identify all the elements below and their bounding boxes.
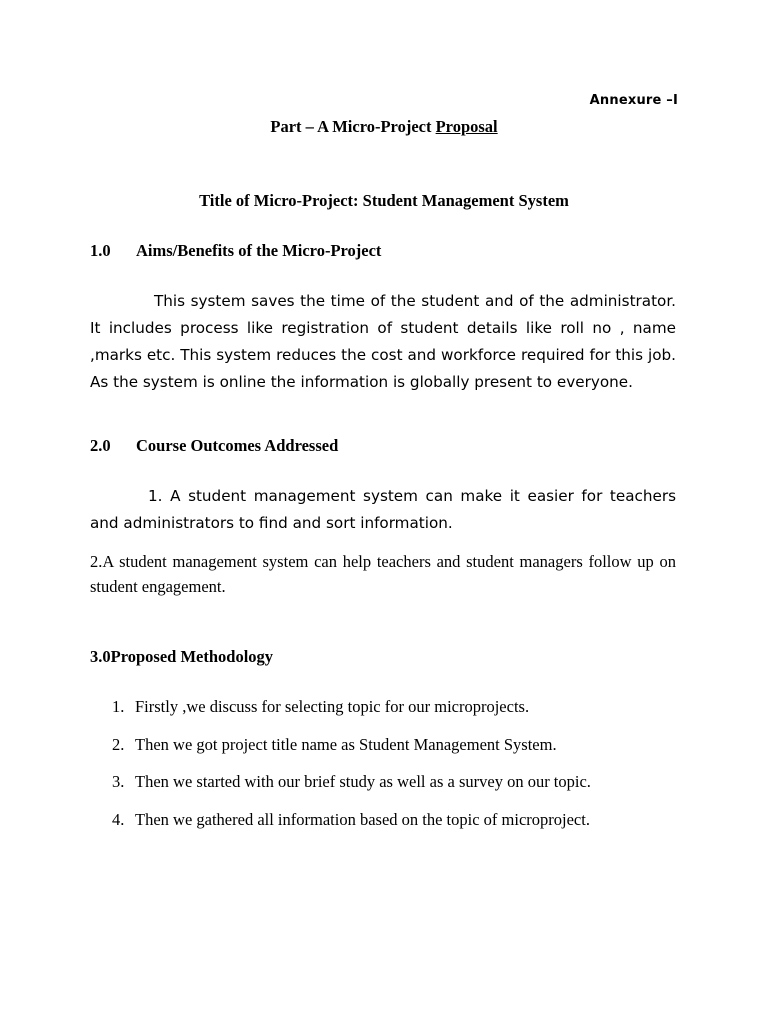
methodology-step bbox=[112, 810, 591, 848]
methodology-step bbox=[112, 697, 591, 735]
section-1-number: 1.0 bbox=[90, 241, 111, 260]
methodology-step bbox=[112, 735, 591, 773]
section-1-paragraph: This system saves the time of the student and of the administrator. It includes process like registration of student details like roll no , name ,marks etc. This system reduces the cost and workforce required for this job. As the system is online the information is globally present to everyone. bbox=[90, 292, 676, 391]
methodology-step bbox=[112, 772, 591, 810]
section-3-heading: 3.0Proposed Methodology bbox=[90, 647, 274, 666]
step-text: Firstly ,we discuss for selecting topic for our microprojects. bbox=[135, 697, 530, 716]
annexure-label: Annexure –I bbox=[589, 93, 678, 108]
proposal-title bbox=[0, 117, 768, 137]
step-number: 3. bbox=[112, 772, 125, 792]
section-1-title: Aims/Benefits of the Micro-Project bbox=[136, 241, 382, 260]
methodology-list bbox=[112, 697, 591, 848]
step-text: Then we got project title name as Student Management System. bbox=[135, 734, 557, 754]
step-text: Then we gathered all information based on the topic of microproject. bbox=[135, 810, 590, 830]
section-2-number: 2.0 bbox=[90, 436, 111, 455]
outcome-1-paragraph: 1. A student management system can make it easier for teachers and administrators to find and sort information. bbox=[90, 487, 676, 532]
step-text: Then we started with our brief study as well as a survey on our topic. bbox=[135, 772, 591, 792]
project-title: Title of Micro-Project: Student Management System bbox=[199, 191, 569, 210]
section-1-heading bbox=[90, 241, 381, 261]
step-number: 4. bbox=[112, 810, 125, 830]
outcome-2-paragraph: 2.A student management system can help teachers and student managers follow up on student engagement. bbox=[90, 552, 676, 596]
section-2-heading bbox=[90, 436, 338, 456]
section-2-title: Course Outcomes Addressed bbox=[136, 436, 339, 455]
step-number: 1. bbox=[112, 697, 125, 716]
proposal-title-prefix: Part – A Micro-Project bbox=[270, 117, 436, 136]
proposal-title-underlined: Proposal bbox=[435, 117, 498, 136]
step-number: 2. bbox=[112, 734, 125, 754]
